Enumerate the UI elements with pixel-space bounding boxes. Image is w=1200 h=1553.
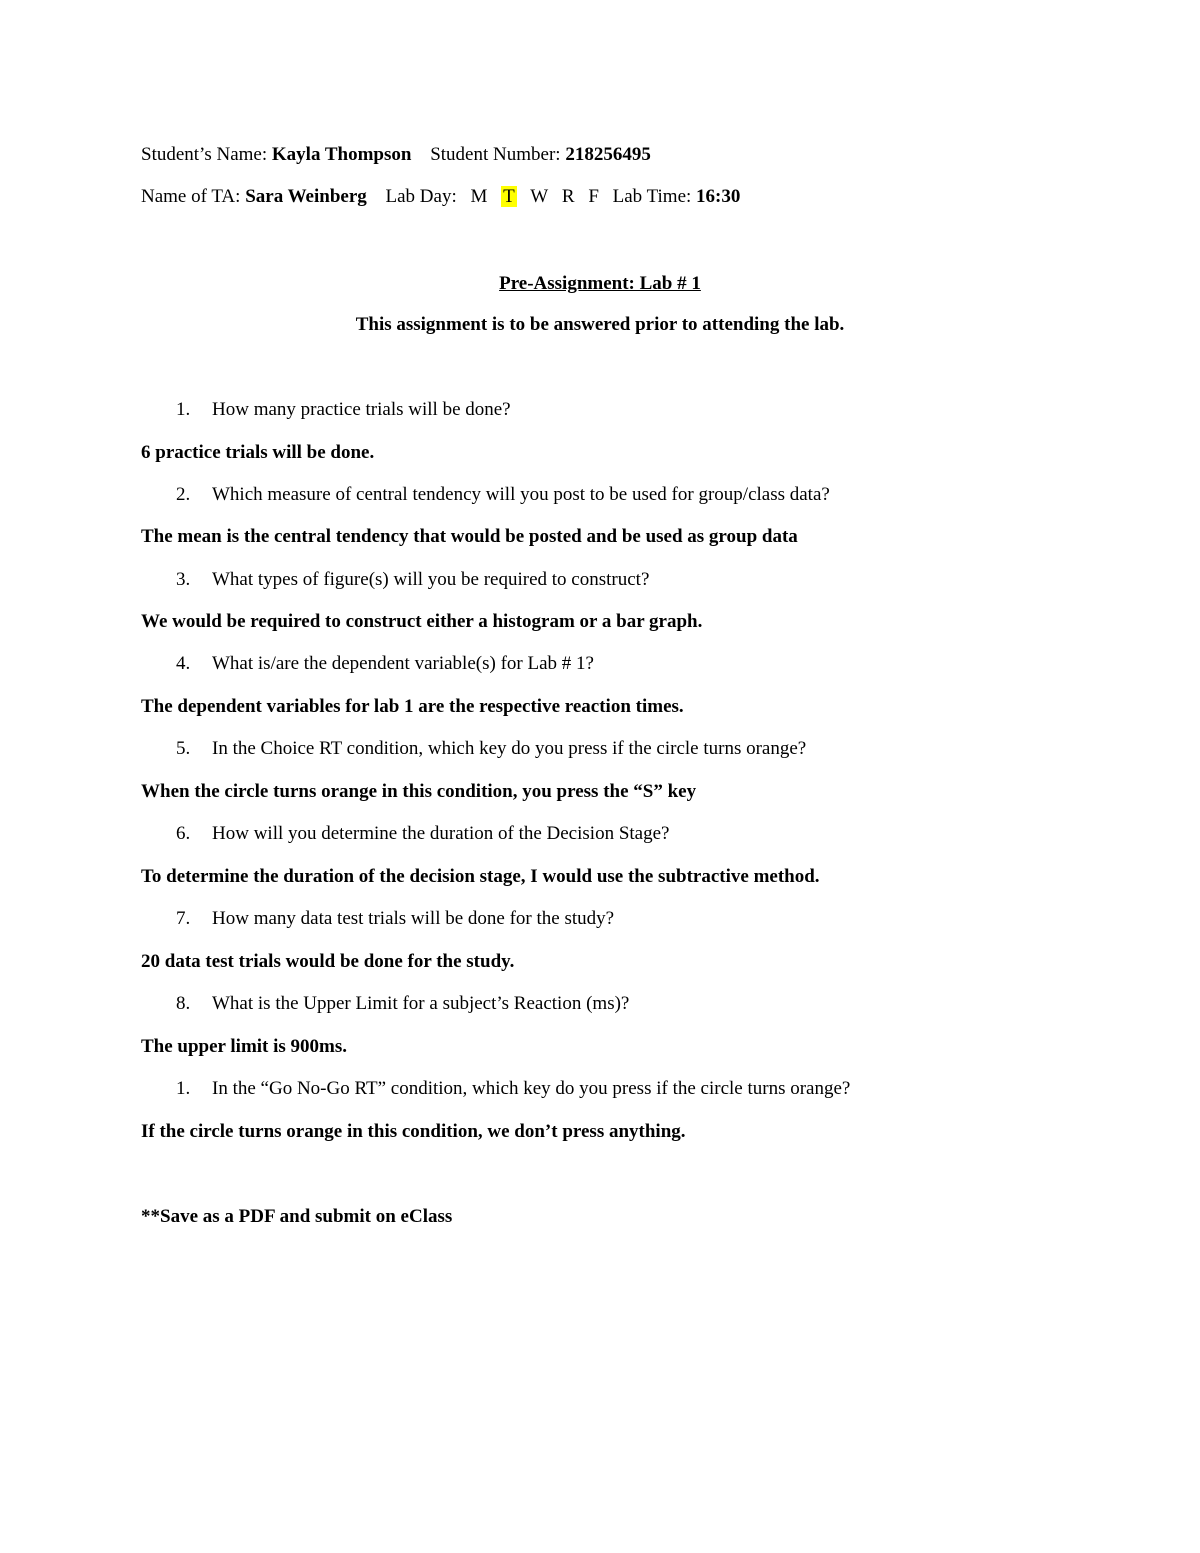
question-text: How many practice trials will be done? [212,399,511,420]
answer-7: 20 data test trials would be done for the study. [141,951,515,972]
question-text: What types of figure(s) will you be required to construct? [212,569,650,590]
student-number-value: 218256495 [565,144,651,165]
lab-day-r: R [561,186,575,207]
question-number: 2. [176,484,191,505]
question-2 [176,483,830,507]
question-number: 7. [176,908,191,929]
question-7 [176,907,614,931]
question-number: 8. [176,993,191,1014]
answer-1: 6 practice trials will be done. [141,442,375,463]
question-number: 5. [176,738,191,759]
lab-day-label: Lab Day: [385,186,457,207]
answer-5: When the circle turns orange in this condition, you press the “S” key [141,781,697,802]
question-text: Which measure of central tendency will you post to be used for group/class data? [212,484,830,505]
answer-6: To determine the duration of the decision stage, I would use the subtractive method. [141,866,820,887]
footer-note: **Save as a PDF and submit on eClass [141,1206,453,1227]
student-name-value: Kayla Thompson [271,144,412,165]
question-number: 1. [176,1078,191,1099]
ta-label: Name of TA: [141,186,241,207]
question-6 [176,822,669,846]
lab-time-value: 16:30 [696,186,741,207]
document-subtitle: This assignment is to be answered prior to attending the lab. [355,314,845,335]
answer-2: The mean is the central tendency that would be posted and be used as group data [141,526,798,547]
question-9 [176,1077,850,1101]
document-title: Pre-Assignment: Lab # 1 [499,273,701,294]
lab-day-f: F [588,186,599,207]
lab-day-m: M [470,186,488,207]
lab-day-t-selected: T [503,186,515,207]
question-5 [176,737,806,761]
question-3 [176,568,649,592]
question-text: How many data test trials will be done for the study? [212,908,615,929]
question-text: How will you determine the duration of the Decision Stage? [212,823,670,844]
question-4 [176,652,594,676]
answer-3: We would be required to construct either a histogram or a bar graph. [141,611,703,632]
ta-info-line [141,185,740,209]
question-text: In the “Go No-Go RT” condition, which key do you press if the circle turns orange? [212,1078,851,1099]
question-text: What is/are the dependent variable(s) for Lab # 1? [212,653,594,674]
question-8 [176,992,629,1016]
answer-4: The dependent variables for lab 1 are the respective reaction times. [141,696,684,717]
student-name-label: Student’s Name: [141,144,268,165]
ta-name-value: Sara Weinberg [245,186,367,207]
answer-8: The upper limit is 900ms. [141,1036,348,1057]
lab-day-w: W [530,186,549,207]
lab-time-label: Lab Time: [612,186,692,207]
question-number: 1. [176,399,191,420]
question-text: In the Choice RT condition, which key do you press if the circle turns orange? [212,738,807,759]
question-number: 6. [176,823,191,844]
document-title-row [0,272,1200,296]
student-info-line [141,143,651,167]
question-text: What is the Upper Limit for a subject’s Reaction (ms)? [212,993,630,1014]
question-number: 4. [176,653,191,674]
student-number-label: Student Number: [430,144,561,165]
question-number: 3. [176,569,191,590]
answer-9: If the circle turns orange in this condition, we don’t press anything. [141,1121,686,1142]
question-1 [176,398,511,422]
